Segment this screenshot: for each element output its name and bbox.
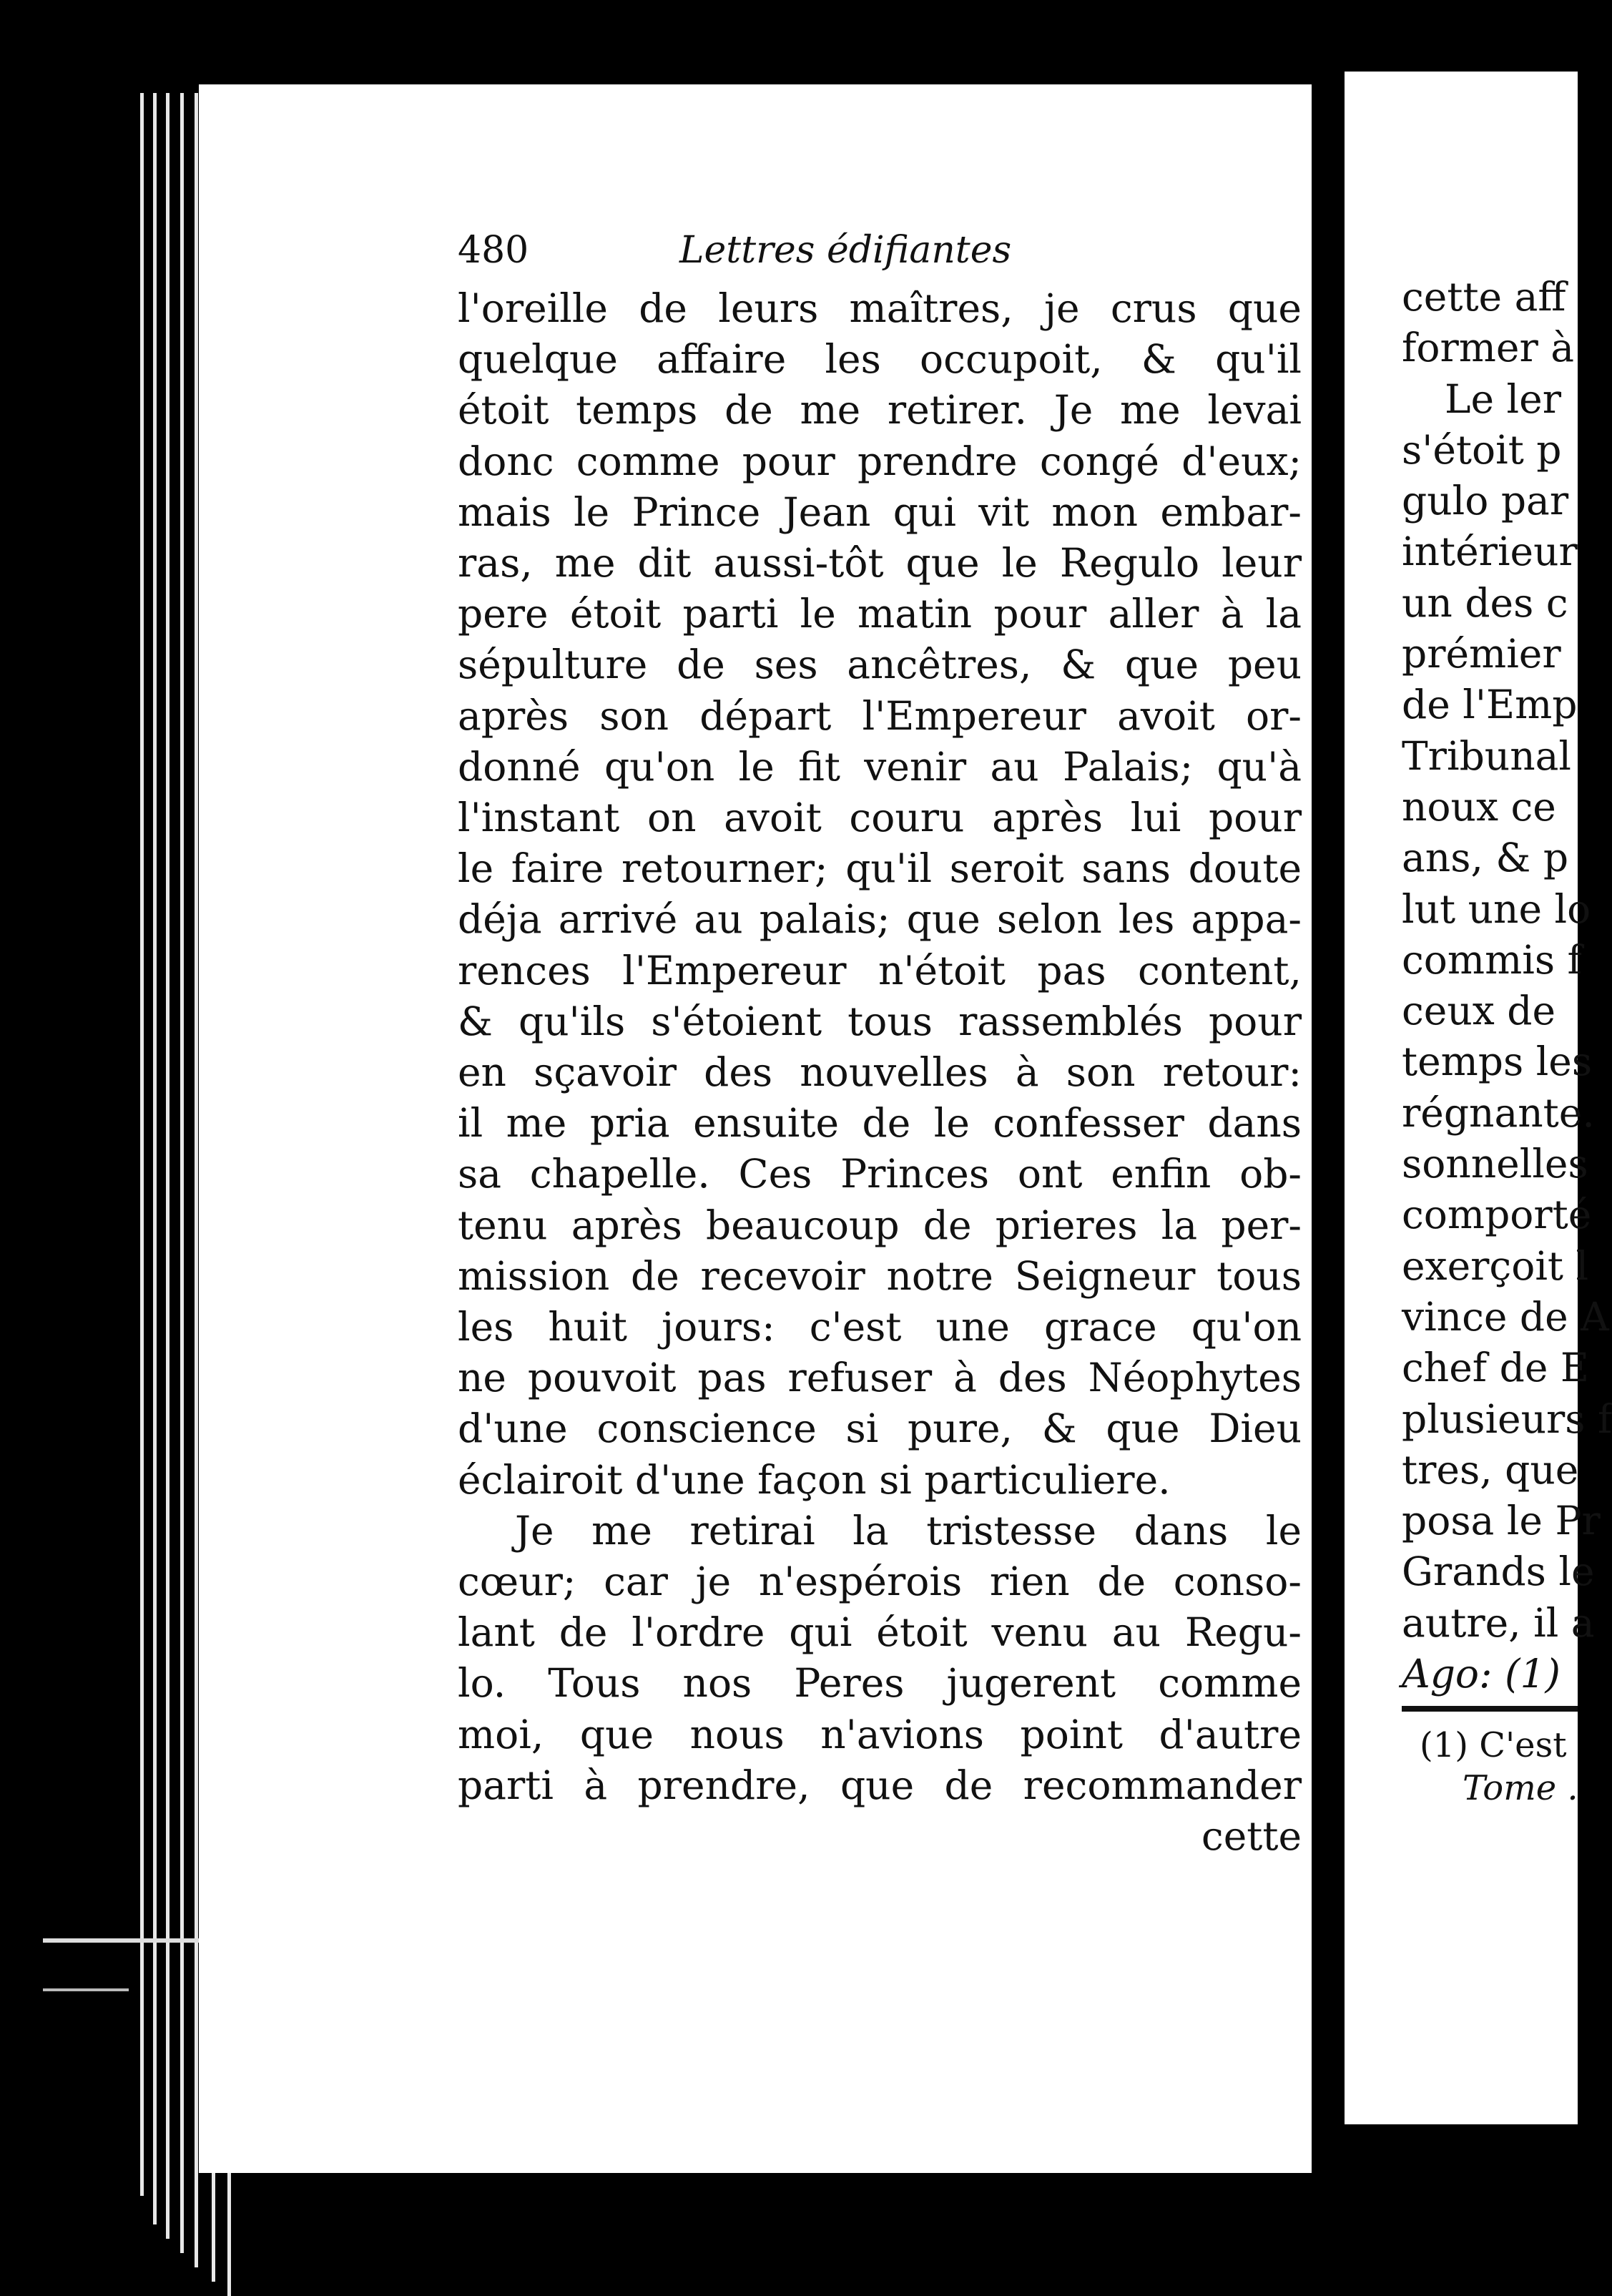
text-line: chef de E — [1402, 1345, 1590, 1391]
text-line: gulo par — [1402, 478, 1569, 524]
text-line: parti à prendre, que de recommander — [458, 1762, 1302, 1808]
footnote-line: (1) C'est — [1420, 1725, 1567, 1765]
text-line: moi, que nous n'avions point d'autre — [458, 1711, 1302, 1757]
text-line: Grands le — [1402, 1549, 1595, 1595]
text-line: le faire retourner; qu'il seroit sans doute — [458, 845, 1302, 892]
text-line: ne pouvoit pas refuser à des Néophytes — [458, 1355, 1302, 1401]
spine-mark — [43, 1988, 129, 1991]
text-line: sépulture de ses ancêtres, & que peu — [458, 642, 1302, 688]
text-line: mais le Prince Jean qui vit mon embar- — [458, 489, 1302, 535]
catchword: cette — [1201, 1813, 1302, 1860]
text-line: exerçoit l — [1402, 1242, 1589, 1289]
text-line: autre, il a — [1402, 1599, 1595, 1646]
text-line: prémier — [1402, 631, 1561, 677]
text-line: éclairoit d'une façon si particuliere. — [458, 1456, 1171, 1503]
page-header — [458, 229, 1302, 283]
text-line: Je me retirai la tristesse dans le — [515, 1507, 1302, 1554]
text-line: l'oreille de leurs maîtres, je crus que — [458, 285, 1302, 331]
page-edge-line — [140, 93, 144, 2196]
footnote — [1420, 1724, 1578, 1810]
text-line: noux ce — [1402, 783, 1556, 830]
text-line: posa le Pr — [1402, 1498, 1601, 1544]
text-line: ras, me dit aussi-tôt que le Regulo leur — [458, 540, 1302, 587]
text-line: temps les — [1402, 1039, 1593, 1085]
text-line: lut une lo — [1402, 885, 1591, 932]
text-line: cœur; car je n'espérois rien de conso- — [458, 1559, 1302, 1605]
page-edge-line — [180, 93, 184, 2253]
text-line: cette aff — [1402, 274, 1566, 320]
text-line: plusieurs f — [1402, 1395, 1612, 1442]
page-number: 480 — [458, 229, 529, 272]
text-line: un des c — [1402, 579, 1568, 626]
text-line: s'étoit p — [1402, 426, 1562, 473]
text-line: tenu après beaucoup de prieres la per- — [458, 1202, 1302, 1248]
text-line: donné qu'on le fit venir au Palais; qu'à — [458, 743, 1302, 790]
text-line: régnante. — [1402, 1089, 1595, 1136]
text-line: après son départ l'Empereur avoit or- — [458, 692, 1302, 739]
text-line: quelque affaire les occupoit, & qu'il — [458, 336, 1302, 383]
right-page-text — [1402, 272, 1612, 1699]
page-edge-line — [153, 93, 157, 2224]
text-line: lant de l'ordre qui étoit venu au Regu- — [458, 1609, 1302, 1656]
text-line: former à — [1402, 325, 1575, 371]
footnote-rule — [1402, 1706, 1578, 1712]
text-line: sonnelles — [1402, 1141, 1588, 1187]
text-line: vince de A — [1402, 1293, 1609, 1340]
text-line: étoit temps de me retirer. Je me levai — [458, 387, 1302, 433]
signature-mark: Tome . — [1463, 1768, 1578, 1808]
text-line: donc comme pour prendre congé d'eux; — [458, 438, 1302, 484]
book-gutter — [1312, 72, 1345, 2146]
text-line: tres, que — [1402, 1446, 1579, 1493]
text-line: ans, & p — [1402, 835, 1569, 881]
text-line: d'une conscience si pure, & que Dieu — [458, 1405, 1302, 1452]
text-line: sa chapelle. Ces Princes ont enfin ob- — [458, 1151, 1302, 1197]
text-line: Tribunal — [1402, 732, 1571, 779]
body-text — [458, 283, 1302, 1862]
left-page-text — [458, 229, 1302, 1862]
text-line: il me pria ensuite de le confesser dans — [458, 1100, 1302, 1147]
text-line: intérieur — [1402, 529, 1578, 575]
text-line: mission de recevoir notre Seigneur tous — [458, 1252, 1302, 1299]
text-line: comporté — [1402, 1192, 1592, 1238]
text-line: commis f — [1402, 936, 1582, 983]
text-line: l'instant on avoit couru après lui pour — [458, 795, 1302, 841]
text-line: déja arrivé au palais; que selon les appa- — [458, 896, 1302, 943]
page-edge-line — [166, 93, 169, 2239]
text-line: pere étoit parti le matin pour aller à la — [458, 591, 1302, 637]
text-line: Le ler — [1445, 376, 1561, 422]
text-line: ceux de — [1402, 988, 1556, 1034]
text-line: & qu'ils s'étoient tous rassemblés pour — [458, 998, 1302, 1044]
text-line: lo. Tous nos Peres jugerent comme — [458, 1660, 1302, 1707]
text-line: les huit jours: c'est une grace qu'on — [458, 1304, 1302, 1350]
text-line: de l'Emp — [1402, 682, 1578, 728]
text-line: rences l'Empereur n'étoit pas content, — [458, 947, 1302, 994]
text-line: Ago: (1) — [1402, 1651, 1561, 1697]
text-line: en sçavoir des nouvelles à son retour: — [458, 1049, 1302, 1096]
running-title: Lettres édifiantes — [679, 229, 1012, 272]
